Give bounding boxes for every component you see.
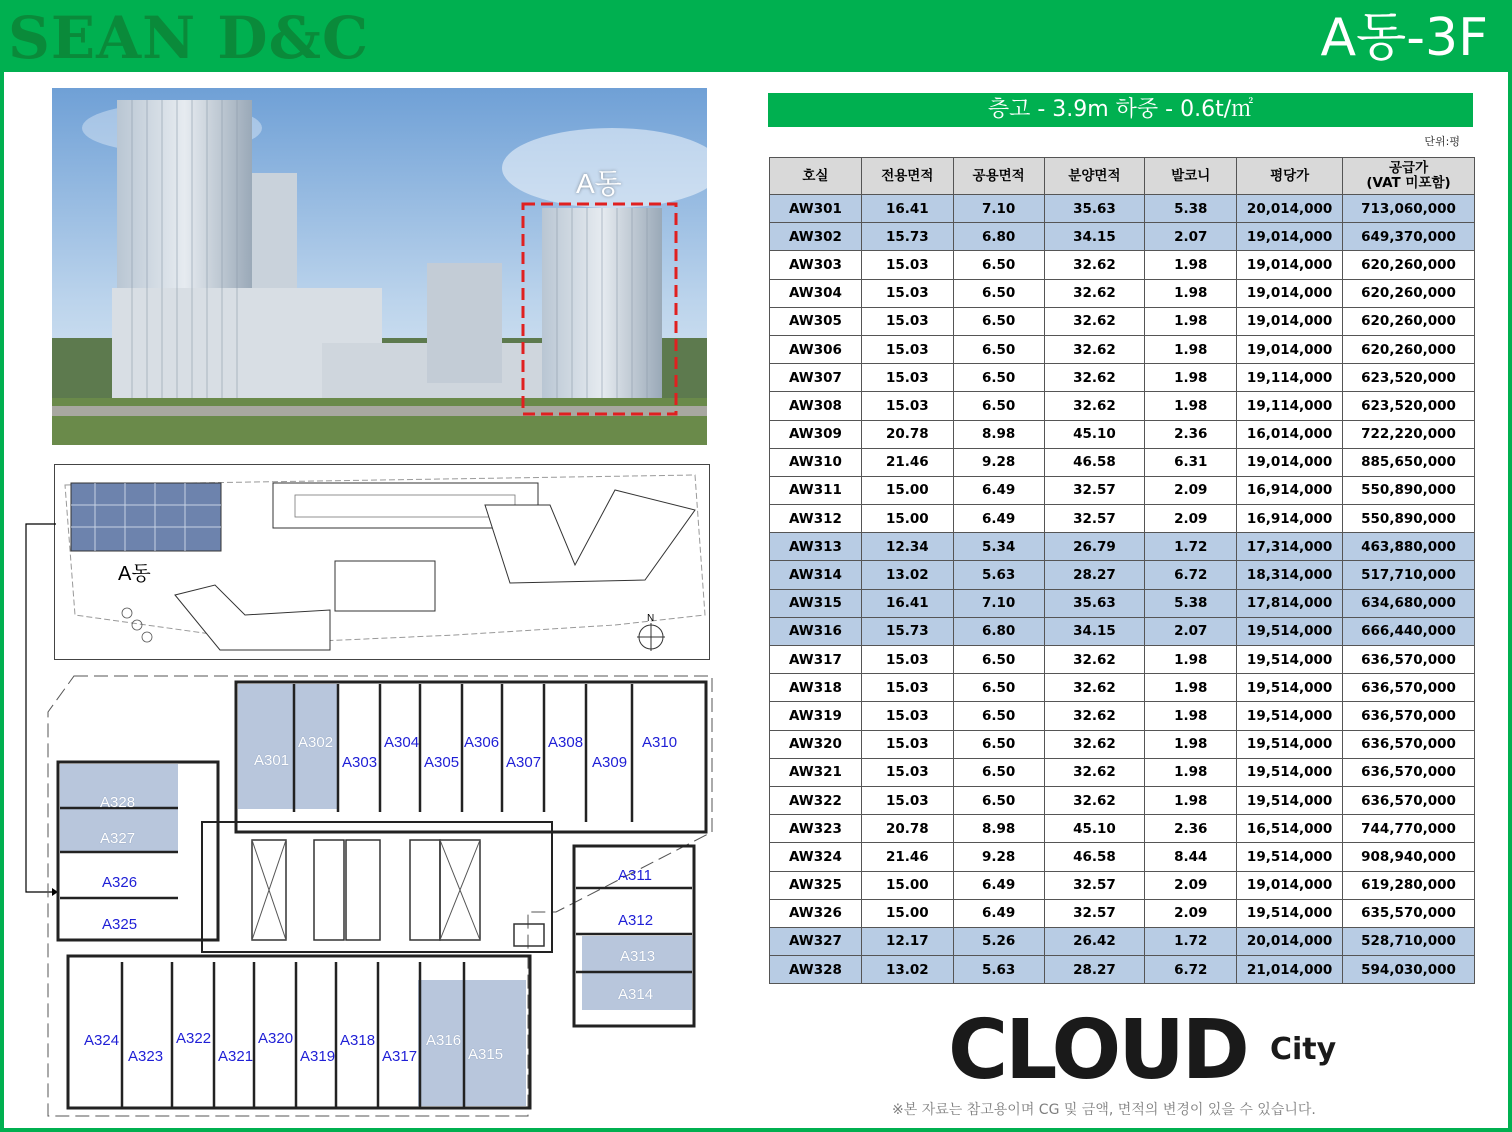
table-cell: AW307 — [770, 364, 862, 392]
table-cell: 908,940,000 — [1343, 843, 1475, 871]
table-cell: 32.62 — [1044, 335, 1145, 363]
table-cell: AW313 — [770, 533, 862, 561]
page-title: A동-3F — [1320, 8, 1488, 68]
table-row — [770, 448, 1475, 476]
table-cell: 6.50 — [953, 674, 1044, 702]
table-cell: 16,514,000 — [1237, 815, 1343, 843]
table-cell: 1.98 — [1145, 646, 1237, 674]
table-cell: 15.03 — [861, 335, 953, 363]
unit-a310: A310 — [642, 734, 678, 751]
table-cell: 636,570,000 — [1343, 786, 1475, 814]
table-cell: AW322 — [770, 786, 862, 814]
table-cell: 7.10 — [953, 195, 1044, 223]
table-cell: 2.09 — [1145, 505, 1237, 533]
table-cell: 6.80 — [953, 617, 1044, 645]
table-cell: 13.02 — [861, 956, 953, 984]
table-cell: 32.57 — [1044, 899, 1145, 927]
table-cell: 16,914,000 — [1237, 505, 1343, 533]
table-header-cell: 공급가 (VAT 미포함) — [1343, 158, 1475, 195]
logo-sub: City — [1270, 1032, 1337, 1067]
table-cell: 517,710,000 — [1343, 561, 1475, 589]
table-row — [770, 702, 1475, 730]
table-cell: 2.07 — [1145, 223, 1237, 251]
table-cell: 722,220,000 — [1343, 420, 1475, 448]
siteplan-building-label: A동 — [118, 563, 151, 585]
table-cell: 6.72 — [1145, 956, 1237, 984]
table-cell: 32.57 — [1044, 476, 1145, 504]
unit-a324: A324 — [84, 1032, 120, 1049]
table-cell: 15.03 — [861, 730, 953, 758]
table-cell: 636,570,000 — [1343, 646, 1475, 674]
table-cell: 19,514,000 — [1237, 617, 1343, 645]
table-cell: 2.36 — [1145, 815, 1237, 843]
table-cell: 19,514,000 — [1237, 786, 1343, 814]
unit-a305: A305 — [424, 754, 460, 771]
unit-a306: A306 — [464, 734, 500, 751]
unit-a309: A309 — [592, 754, 628, 771]
unit-a326: A326 — [102, 874, 138, 891]
unit-a320: A320 — [258, 1030, 294, 1047]
table-cell: 21,014,000 — [1237, 956, 1343, 984]
table-cell: AW310 — [770, 448, 862, 476]
table-cell: 635,570,000 — [1343, 899, 1475, 927]
table-cell: 2.09 — [1145, 899, 1237, 927]
unit-a304: A304 — [384, 734, 420, 751]
unit-a301: A301 — [254, 752, 290, 769]
table-cell: 2.09 — [1145, 476, 1237, 504]
table-row — [770, 251, 1475, 279]
table-cell: 15.03 — [861, 758, 953, 786]
table-cell: 5.26 — [953, 927, 1044, 955]
table-cell: 8.98 — [953, 815, 1044, 843]
table-cell: 9.28 — [953, 448, 1044, 476]
table-cell: AW309 — [770, 420, 862, 448]
table-cell: 666,440,000 — [1343, 617, 1475, 645]
table-cell: 16.41 — [861, 589, 953, 617]
table-cell: 19,014,000 — [1237, 251, 1343, 279]
table-row — [770, 815, 1475, 843]
table-cell: 15.00 — [861, 899, 953, 927]
table-cell: 1.98 — [1145, 392, 1237, 420]
table-cell: 12.17 — [861, 927, 953, 955]
table-cell: 1.98 — [1145, 702, 1237, 730]
table-cell: 1.98 — [1145, 307, 1237, 335]
table-cell: AW315 — [770, 589, 862, 617]
table-cell: 32.62 — [1044, 646, 1145, 674]
table-cell: 32.62 — [1044, 786, 1145, 814]
table-cell: 1.98 — [1145, 758, 1237, 786]
photo-building-label: A동 — [576, 168, 622, 199]
table-cell: 634,680,000 — [1343, 589, 1475, 617]
table-cell: 15.03 — [861, 674, 953, 702]
north-label: N — [647, 613, 655, 624]
table-cell: 8.44 — [1145, 843, 1237, 871]
table-header-cell: 발코니 — [1145, 158, 1237, 195]
table-row — [770, 392, 1475, 420]
table-header-cell: 평당가 — [1237, 158, 1343, 195]
table-row — [770, 956, 1475, 984]
table-cell: 20,014,000 — [1237, 195, 1343, 223]
table-cell: 620,260,000 — [1343, 335, 1475, 363]
table-cell: 28.27 — [1044, 561, 1145, 589]
table-cell: 2.07 — [1145, 617, 1237, 645]
unit-a312: A312 — [618, 912, 654, 929]
table-cell: 17,814,000 — [1237, 589, 1343, 617]
brand-logo: SEAN D&C — [8, 4, 370, 72]
table-cell: 19,514,000 — [1237, 646, 1343, 674]
table-cell: 34.15 — [1044, 223, 1145, 251]
table-cell: 20,014,000 — [1237, 927, 1343, 955]
table-cell: AW302 — [770, 223, 862, 251]
table-cell: 5.63 — [953, 561, 1044, 589]
table-cell: 19,014,000 — [1237, 223, 1343, 251]
table-cell: 32.57 — [1044, 871, 1145, 899]
table-cell: 6.80 — [953, 223, 1044, 251]
table-cell: 19,514,000 — [1237, 730, 1343, 758]
table-cell: 9.28 — [953, 843, 1044, 871]
table-row — [770, 195, 1475, 223]
table-cell: 15.00 — [861, 871, 953, 899]
table-row — [770, 899, 1475, 927]
table-cell: 6.49 — [953, 899, 1044, 927]
table-cell: 620,260,000 — [1343, 251, 1475, 279]
table-row — [770, 730, 1475, 758]
table-cell: 1.98 — [1145, 786, 1237, 814]
table-cell: 6.50 — [953, 392, 1044, 420]
table-cell: 6.50 — [953, 279, 1044, 307]
table-cell: 46.58 — [1044, 843, 1145, 871]
table-cell: 528,710,000 — [1343, 927, 1475, 955]
table-cell: 35.63 — [1044, 195, 1145, 223]
table-cell: AW319 — [770, 702, 862, 730]
site-plan — [54, 464, 710, 660]
table-cell: 6.50 — [953, 307, 1044, 335]
table-cell: 636,570,000 — [1343, 758, 1475, 786]
table-cell: AW314 — [770, 561, 862, 589]
table-row — [770, 476, 1475, 504]
table-cell: 26.79 — [1044, 533, 1145, 561]
table-cell: 8.98 — [953, 420, 1044, 448]
table-cell: 19,014,000 — [1237, 448, 1343, 476]
table-cell: 594,030,000 — [1343, 956, 1475, 984]
unit-a322: A322 — [176, 1030, 212, 1047]
unit-a317: A317 — [382, 1048, 418, 1065]
table-row — [770, 364, 1475, 392]
unit-a307: A307 — [506, 754, 542, 771]
table-cell: AW317 — [770, 646, 862, 674]
site-plan-drawing — [55, 465, 710, 660]
table-cell: 32.62 — [1044, 702, 1145, 730]
table-cell: 6.49 — [953, 476, 1044, 504]
table-cell: AW301 — [770, 195, 862, 223]
table-cell: 623,520,000 — [1343, 364, 1475, 392]
table-cell: 35.63 — [1044, 589, 1145, 617]
table-header-row — [770, 158, 1475, 195]
table-cell: 12.34 — [861, 533, 953, 561]
table-cell: 19,014,000 — [1237, 871, 1343, 899]
table-cell: 636,570,000 — [1343, 702, 1475, 730]
table-cell: 1.98 — [1145, 335, 1237, 363]
unit-note: 단위:평 — [1424, 135, 1460, 148]
table-cell: 15.03 — [861, 251, 953, 279]
table-cell: 45.10 — [1044, 420, 1145, 448]
table-cell: 6.50 — [953, 251, 1044, 279]
table-cell: 32.62 — [1044, 279, 1145, 307]
table-cell: 636,570,000 — [1343, 674, 1475, 702]
table-cell: 1.72 — [1145, 533, 1237, 561]
floor-plan — [44, 672, 718, 1120]
table-cell: 19,514,000 — [1237, 674, 1343, 702]
table-cell: 15.03 — [861, 786, 953, 814]
table-row — [770, 589, 1475, 617]
table-cell: 15.00 — [861, 505, 953, 533]
unit-a321: A321 — [218, 1048, 254, 1065]
table-row — [770, 927, 1475, 955]
table-row — [770, 533, 1475, 561]
table-header-cell: 호실 — [770, 158, 862, 195]
unit-a318: A318 — [340, 1032, 376, 1049]
table-cell: AW318 — [770, 674, 862, 702]
table-cell: 32.62 — [1044, 674, 1145, 702]
table-cell: AW306 — [770, 335, 862, 363]
table-cell: 46.58 — [1044, 448, 1145, 476]
table-cell: 5.63 — [953, 956, 1044, 984]
table-row — [770, 307, 1475, 335]
table-cell: 15.03 — [861, 364, 953, 392]
unit-a302: A302 — [298, 734, 334, 751]
table-cell: 19,514,000 — [1237, 702, 1343, 730]
table-cell: 19,114,000 — [1237, 364, 1343, 392]
table-cell: 649,370,000 — [1343, 223, 1475, 251]
table-cell: 19,514,000 — [1237, 899, 1343, 927]
table-cell: 21.46 — [861, 843, 953, 871]
unit-a316: A316 — [426, 1032, 462, 1049]
table-row — [770, 335, 1475, 363]
table-cell: 2.36 — [1145, 420, 1237, 448]
table-cell: 20.78 — [861, 815, 953, 843]
unit-price-table — [769, 157, 1475, 984]
table-cell: 17,314,000 — [1237, 533, 1343, 561]
header-bar — [0, 0, 1512, 72]
table-cell: AW304 — [770, 279, 862, 307]
table-cell: 16,914,000 — [1237, 476, 1343, 504]
table-cell: 19,014,000 — [1237, 335, 1343, 363]
table-cell: 2.09 — [1145, 871, 1237, 899]
table-cell: 15.73 — [861, 617, 953, 645]
table-cell: 619,280,000 — [1343, 871, 1475, 899]
table-cell: 32.62 — [1044, 251, 1145, 279]
table-cell: 16.41 — [861, 195, 953, 223]
unit-a323: A323 — [128, 1048, 164, 1065]
table-row — [770, 871, 1475, 899]
table-row — [770, 646, 1475, 674]
table-cell: 6.49 — [953, 505, 1044, 533]
table-row — [770, 758, 1475, 786]
table-cell: 15.73 — [861, 223, 953, 251]
table-cell: 6.31 — [1145, 448, 1237, 476]
table-cell: 32.62 — [1044, 392, 1145, 420]
table-cell: 1.72 — [1145, 927, 1237, 955]
table-cell: 5.34 — [953, 533, 1044, 561]
table-cell: 885,650,000 — [1343, 448, 1475, 476]
table-cell: 7.10 — [953, 589, 1044, 617]
table-row — [770, 786, 1475, 814]
table-cell: AW325 — [770, 871, 862, 899]
unit-a328: A328 — [100, 794, 136, 811]
unit-a311: A311 — [618, 867, 652, 884]
table-row — [770, 617, 1475, 645]
table-cell: 19,514,000 — [1237, 758, 1343, 786]
table-cell: 6.50 — [953, 702, 1044, 730]
table-cell: 15.03 — [861, 702, 953, 730]
table-cell: AW311 — [770, 476, 862, 504]
table-cell: 15.03 — [861, 307, 953, 335]
table-header-cell: 분양면적 — [1044, 158, 1145, 195]
table-row — [770, 505, 1475, 533]
unit-a303: A303 — [342, 754, 378, 771]
unit-a314: A314 — [618, 986, 654, 1003]
table-row — [770, 843, 1475, 871]
table-cell: AW316 — [770, 617, 862, 645]
table-cell: 15.00 — [861, 476, 953, 504]
table-cell: 744,770,000 — [1343, 815, 1475, 843]
rendering-image — [52, 88, 707, 445]
table-body — [770, 195, 1475, 984]
table-cell: 34.15 — [1044, 617, 1145, 645]
table-cell: 6.50 — [953, 646, 1044, 674]
table-cell: 16,014,000 — [1237, 420, 1343, 448]
table-cell: 21.46 — [861, 448, 953, 476]
unit-a315: A315 — [468, 1046, 504, 1063]
unit-a325: A325 — [102, 916, 138, 933]
table-cell: 5.38 — [1145, 589, 1237, 617]
table-cell: 713,060,000 — [1343, 195, 1475, 223]
table-cell: 636,570,000 — [1343, 730, 1475, 758]
table-cell: AW327 — [770, 927, 862, 955]
unit-a313: A313 — [620, 948, 656, 965]
table-cell: 6.50 — [953, 786, 1044, 814]
table-cell: 45.10 — [1044, 815, 1145, 843]
table-cell: 32.62 — [1044, 758, 1145, 786]
table-row — [770, 561, 1475, 589]
table-cell: 6.50 — [953, 364, 1044, 392]
table-cell: 1.98 — [1145, 730, 1237, 758]
table-cell: 6.72 — [1145, 561, 1237, 589]
table-cell: 28.27 — [1044, 956, 1145, 984]
logo-main: CLOUD — [948, 1003, 1247, 1098]
table-row — [770, 674, 1475, 702]
table-cell: AW303 — [770, 251, 862, 279]
table-cell: 15.03 — [861, 392, 953, 420]
table-cell: 32.62 — [1044, 307, 1145, 335]
table-cell: 620,260,000 — [1343, 279, 1475, 307]
table-cell: 550,890,000 — [1343, 476, 1475, 504]
table-header-cell: 공용면적 — [953, 158, 1044, 195]
table-row — [770, 223, 1475, 251]
table-cell: AW305 — [770, 307, 862, 335]
table-cell: AW324 — [770, 843, 862, 871]
table-cell: AW328 — [770, 956, 862, 984]
table-cell: 463,880,000 — [1343, 533, 1475, 561]
table-cell: AW323 — [770, 815, 862, 843]
table-cell: 6.50 — [953, 335, 1044, 363]
table-header-cell: 전용면적 — [861, 158, 953, 195]
table-cell: 32.62 — [1044, 364, 1145, 392]
table-cell: 6.50 — [953, 730, 1044, 758]
unit-a308: A308 — [548, 734, 584, 751]
table-cell: AW312 — [770, 505, 862, 533]
table-cell: 1.98 — [1145, 251, 1237, 279]
table-cell: 623,520,000 — [1343, 392, 1475, 420]
building-rendering — [52, 88, 707, 445]
table-cell: 15.03 — [861, 279, 953, 307]
table-cell: AW320 — [770, 730, 862, 758]
table-cell: 5.38 — [1145, 195, 1237, 223]
table-cell: AW321 — [770, 758, 862, 786]
table-cell: 15.03 — [861, 646, 953, 674]
table-cell: 26.42 — [1044, 927, 1145, 955]
table-cell: 1.98 — [1145, 674, 1237, 702]
table-row — [770, 420, 1475, 448]
table-cell: 620,260,000 — [1343, 307, 1475, 335]
table-cell: 19,014,000 — [1237, 279, 1343, 307]
table-row — [770, 279, 1475, 307]
unit-a327: A327 — [100, 830, 136, 847]
table-cell: 32.62 — [1044, 730, 1145, 758]
table-cell: 19,514,000 — [1237, 843, 1343, 871]
table-cell: 6.50 — [953, 758, 1044, 786]
floor-spec-bar: 층고 - 3.9m 하중 - 0.6t/㎡ — [768, 93, 1473, 127]
table-cell: AW308 — [770, 392, 862, 420]
disclaimer: ※본 자료는 참고용이며 CG 및 금액, 면적의 변경이 있을 수 있습니다. — [892, 1102, 1316, 1118]
table-cell: 6.49 — [953, 871, 1044, 899]
table-cell: 13.02 — [861, 561, 953, 589]
table-cell: 32.57 — [1044, 505, 1145, 533]
table-cell: 550,890,000 — [1343, 505, 1475, 533]
table-cell: AW326 — [770, 899, 862, 927]
cloud-city-logo — [948, 1003, 1348, 1098]
unit-a319: A319 — [300, 1048, 336, 1065]
table-cell: 20.78 — [861, 420, 953, 448]
table-cell: 1.98 — [1145, 364, 1237, 392]
table-cell: 1.98 — [1145, 279, 1237, 307]
table-cell: 19,014,000 — [1237, 307, 1343, 335]
table-cell: 19,114,000 — [1237, 392, 1343, 420]
table-cell: 18,314,000 — [1237, 561, 1343, 589]
